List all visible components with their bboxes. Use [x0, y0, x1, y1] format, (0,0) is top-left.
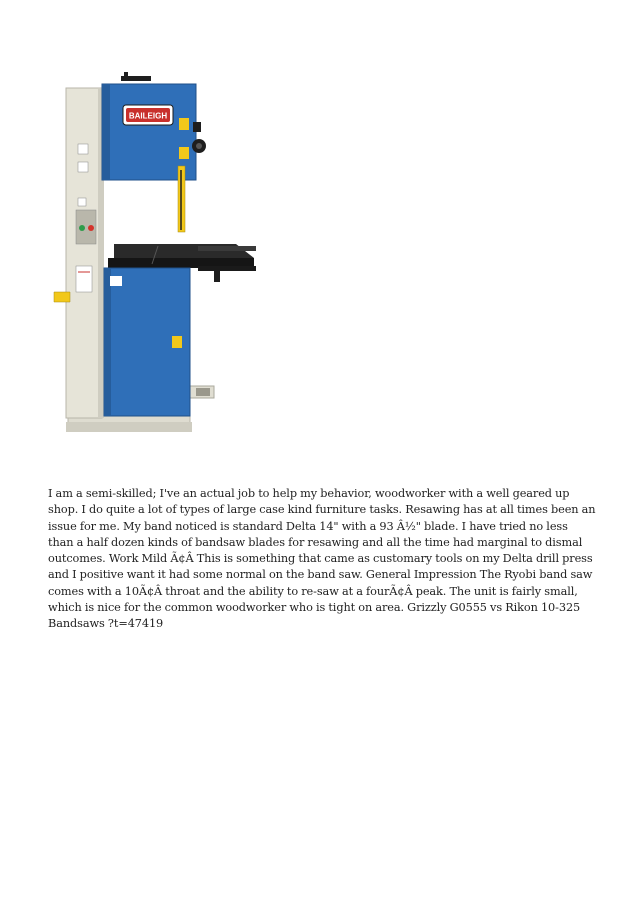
bandsaw-product-image: [48, 70, 263, 440]
svg-text:BAILEIGH: BAILEIGH: [128, 111, 168, 121]
article-paragraph: I am a semi-skilled; I've an actual job to help my behavior, woodworker with a well geared up shop. I do quite a lot of types of large case kind furniture tasks. Resawing has at all times been an issue for me. My band noticed is standard Delta 14" with a 93 Â½" blade. I have tried no less than a half dozen kinds of bandsaw blades for resawing and all the time had marginal to dismal outcomes. Work Mild Ã¢Â This is something that came as customary tools on my Delta drill press and I positive want it had some normal on the band saw. General Impression The Ryobi band saw comes with a 10Ã¢Â throat and the ability to re-saw at a fourÃ¢Â peak. The unit is fairly small, which is nice for the common woodworker who is tight on area. Grizzly G0555 vs Rikon 10-325 Bandsaws ?t=47419: [48, 487, 596, 631]
